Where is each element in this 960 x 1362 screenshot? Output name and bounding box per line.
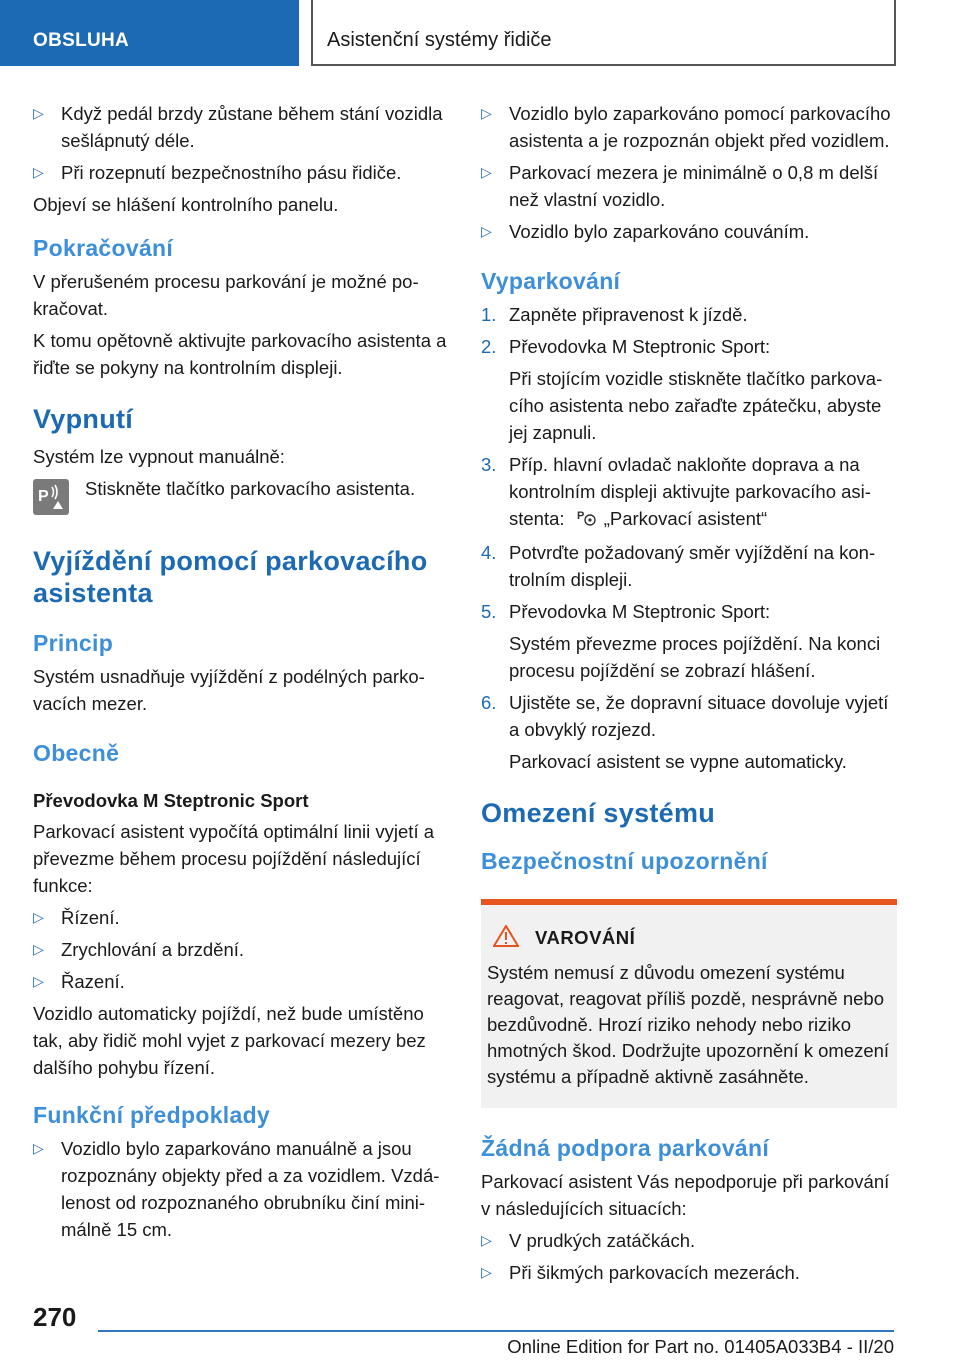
paragraph: Parkovací asistent Vás nepodporuje při parkování v následujících situacích: bbox=[481, 1170, 890, 1219]
button-instruction-text: Stiskněte tlačítko parkovacího asistenta. bbox=[85, 478, 416, 499]
heading-no-support: Žádná podpora parkování bbox=[481, 1134, 770, 1161]
step-number: 2. bbox=[481, 336, 497, 357]
list-item: ▷ Řízení. bbox=[33, 904, 448, 931]
triangle-right-icon: ▷ bbox=[33, 909, 44, 925]
step-item: 2. Převodovka M Steptronic Sport: bbox=[481, 333, 897, 360]
triangle-right-icon: ▷ bbox=[481, 223, 492, 239]
step-detail: Parkovací asistent se vypne automaticky. bbox=[509, 750, 847, 772]
heading-safety: Bezpečnostní upozornění bbox=[481, 847, 768, 874]
heading-exit: Vyparkování bbox=[481, 268, 621, 294]
edition-text: Online Edition for Part no. 01405A033B4 - II/20 bbox=[507, 1336, 894, 1357]
chapter-tab bbox=[311, 0, 896, 66]
paragraph: Objeví se hlášení kontrolního panelu. bbox=[33, 194, 339, 215]
step-number: 5. bbox=[481, 600, 497, 622]
svg-text:P: P bbox=[576, 509, 585, 522]
heading-continue: Pokračování bbox=[33, 235, 174, 261]
left-column bbox=[33, 100, 448, 1248]
list-item: ▷ Vozidlo bylo zaparkováno manuálně a jsou rozpoznány objekty před a za vozidlem. Vzdálenost od rozpoznaného obrubníku činí minimálně 15 cm. bbox=[33, 1135, 448, 1243]
triangle-right-icon: ▷ bbox=[481, 105, 492, 121]
list-item: ▷ V prudkých zatáčkách. bbox=[481, 1227, 897, 1254]
triangle-right-icon: ▷ bbox=[33, 164, 44, 180]
subheading-gearbox: Převodovka M Steptronic Sport bbox=[33, 790, 309, 811]
list-item: ▷ Řazení. bbox=[33, 968, 448, 995]
paragraph: Systém usnadňuje vyjíždění z podélných parkovacích mezer. bbox=[33, 666, 425, 714]
list-item: ▷ Při šikmých parkovacích mezerách. bbox=[481, 1259, 897, 1286]
step-number: 6. bbox=[481, 691, 497, 713]
triangle-right-icon: ▷ bbox=[481, 1231, 492, 1248]
heading-limits: Omezení systému bbox=[481, 797, 716, 828]
step-item: 4. Potvrďte požadovaný směr vyjíždění na kontrolním displeji. bbox=[481, 539, 897, 593]
triangle-right-icon: ▷ bbox=[33, 973, 44, 989]
triangle-right-icon: ▷ bbox=[481, 164, 492, 180]
step-item: 3. Příp. hlavní ovladač nakloňte doprava a na kontrolním displeji aktivujte parkovacího asistenta: P „Parkovací asistent“ bbox=[481, 451, 897, 534]
step-detail: Systém převezme proces pojíždění. Na konci procesu pojíždění se zobrazí hlášení. bbox=[509, 632, 881, 681]
chapter-label: Asistenční systémy řidiče bbox=[327, 29, 552, 51]
heading-principle: Princip bbox=[33, 630, 114, 656]
step-number: 1. bbox=[481, 304, 497, 325]
step-item: 1. Zapněte připravenost k jízdě. bbox=[481, 301, 897, 328]
paragraph: Systém lze vypnout manuálně: bbox=[33, 446, 285, 467]
step-number: 4. bbox=[481, 541, 497, 563]
triangle-right-icon: ▷ bbox=[33, 941, 44, 957]
section-tab bbox=[0, 0, 299, 66]
heading-general: Obecně bbox=[33, 740, 120, 766]
warning-box bbox=[481, 899, 897, 1108]
paragraph: Vozidlo automaticky pojíždí, než bude umístěno tak, aby řidič mohl vyjet z parkovací mezery bez dalšího pohybu řízení. bbox=[33, 1003, 426, 1078]
page-header bbox=[0, 0, 960, 66]
list-item: ▷ Při rozepnutí bezpečnostního pásu řidiče. bbox=[33, 159, 448, 186]
warning-text: Systém nemusí z důvodu omezení systému reagovat, reagovat příliš pozdě, nesprávně nebo bezdůvodně. Hrozí riziko nehody nebo riziko hmotných škod. Dodržujte upozornění k omezení systému a případně aktivně zasáhněte. bbox=[487, 961, 890, 1087]
right-column bbox=[481, 100, 897, 1291]
warning-triangle-icon bbox=[493, 925, 519, 952]
warning-header bbox=[487, 925, 891, 952]
triangle-right-icon: ▷ bbox=[481, 1263, 492, 1280]
svg-text:P: P bbox=[38, 488, 49, 505]
park-assist-button-icon bbox=[33, 479, 69, 515]
list-item: ▷ Vozidlo bylo zaparkováno pomocí parkovacího asistenta a je rozpoznán objekt před vozidlem. bbox=[481, 100, 897, 154]
paragraph: Parkovací asistent vypočítá optimální linii vyjetí a převezme během procesu pojíždění následující funkce: bbox=[33, 821, 435, 896]
heading-exit-assist: Vyjíždění pomocí parkovacího asistenta bbox=[33, 546, 428, 608]
paragraph: V přerušeném procesu parkování je možné pokračovat. bbox=[33, 271, 419, 319]
paragraph: K tomu opětovně aktivujte parkovacího asistenta a řiďte se pokyny na kontrolním displeji. bbox=[33, 330, 447, 378]
list-item: ▷ Parkovací mezera je minimálně o 0,8 m delší než vlastní vozidlo. bbox=[481, 159, 897, 213]
list-item: ▷ Vozidlo bylo zaparkováno couváním. bbox=[481, 218, 897, 245]
park-assist-icon bbox=[576, 507, 598, 534]
step-detail: Při stojícím vozidle stiskněte tlačítko parkovacího asistenta nebo zařaďte zpátečku, abyste jej zapnuli. bbox=[509, 368, 883, 443]
heading-off: Vypnutí bbox=[33, 404, 134, 434]
heading-requirements: Funkční předpoklady bbox=[33, 1102, 271, 1128]
footer-divider bbox=[98, 1330, 894, 1332]
list-item: ▷ Když pedál brzdy zůstane během stání vozidla sešlápnutý déle. bbox=[33, 100, 448, 154]
triangle-right-icon: ▷ bbox=[33, 105, 44, 121]
step-item: 6. Ujistěte se, že dopravní situace dovoluje vyjetí a obvyklý rozjezd. bbox=[481, 689, 897, 743]
step-number: 3. bbox=[481, 454, 497, 475]
step-item: 5. Převodovka M Steptronic Sport: bbox=[481, 598, 897, 625]
page-number: 270 bbox=[33, 1302, 77, 1332]
list-item: ▷ Zrychlování a brzdění. bbox=[33, 936, 448, 963]
button-instruction bbox=[33, 475, 448, 517]
triangle-right-icon: ▷ bbox=[33, 1140, 44, 1156]
warning-title: VAROVÁNÍ bbox=[535, 927, 636, 949]
section-label: OBSLUHA bbox=[33, 30, 130, 51]
